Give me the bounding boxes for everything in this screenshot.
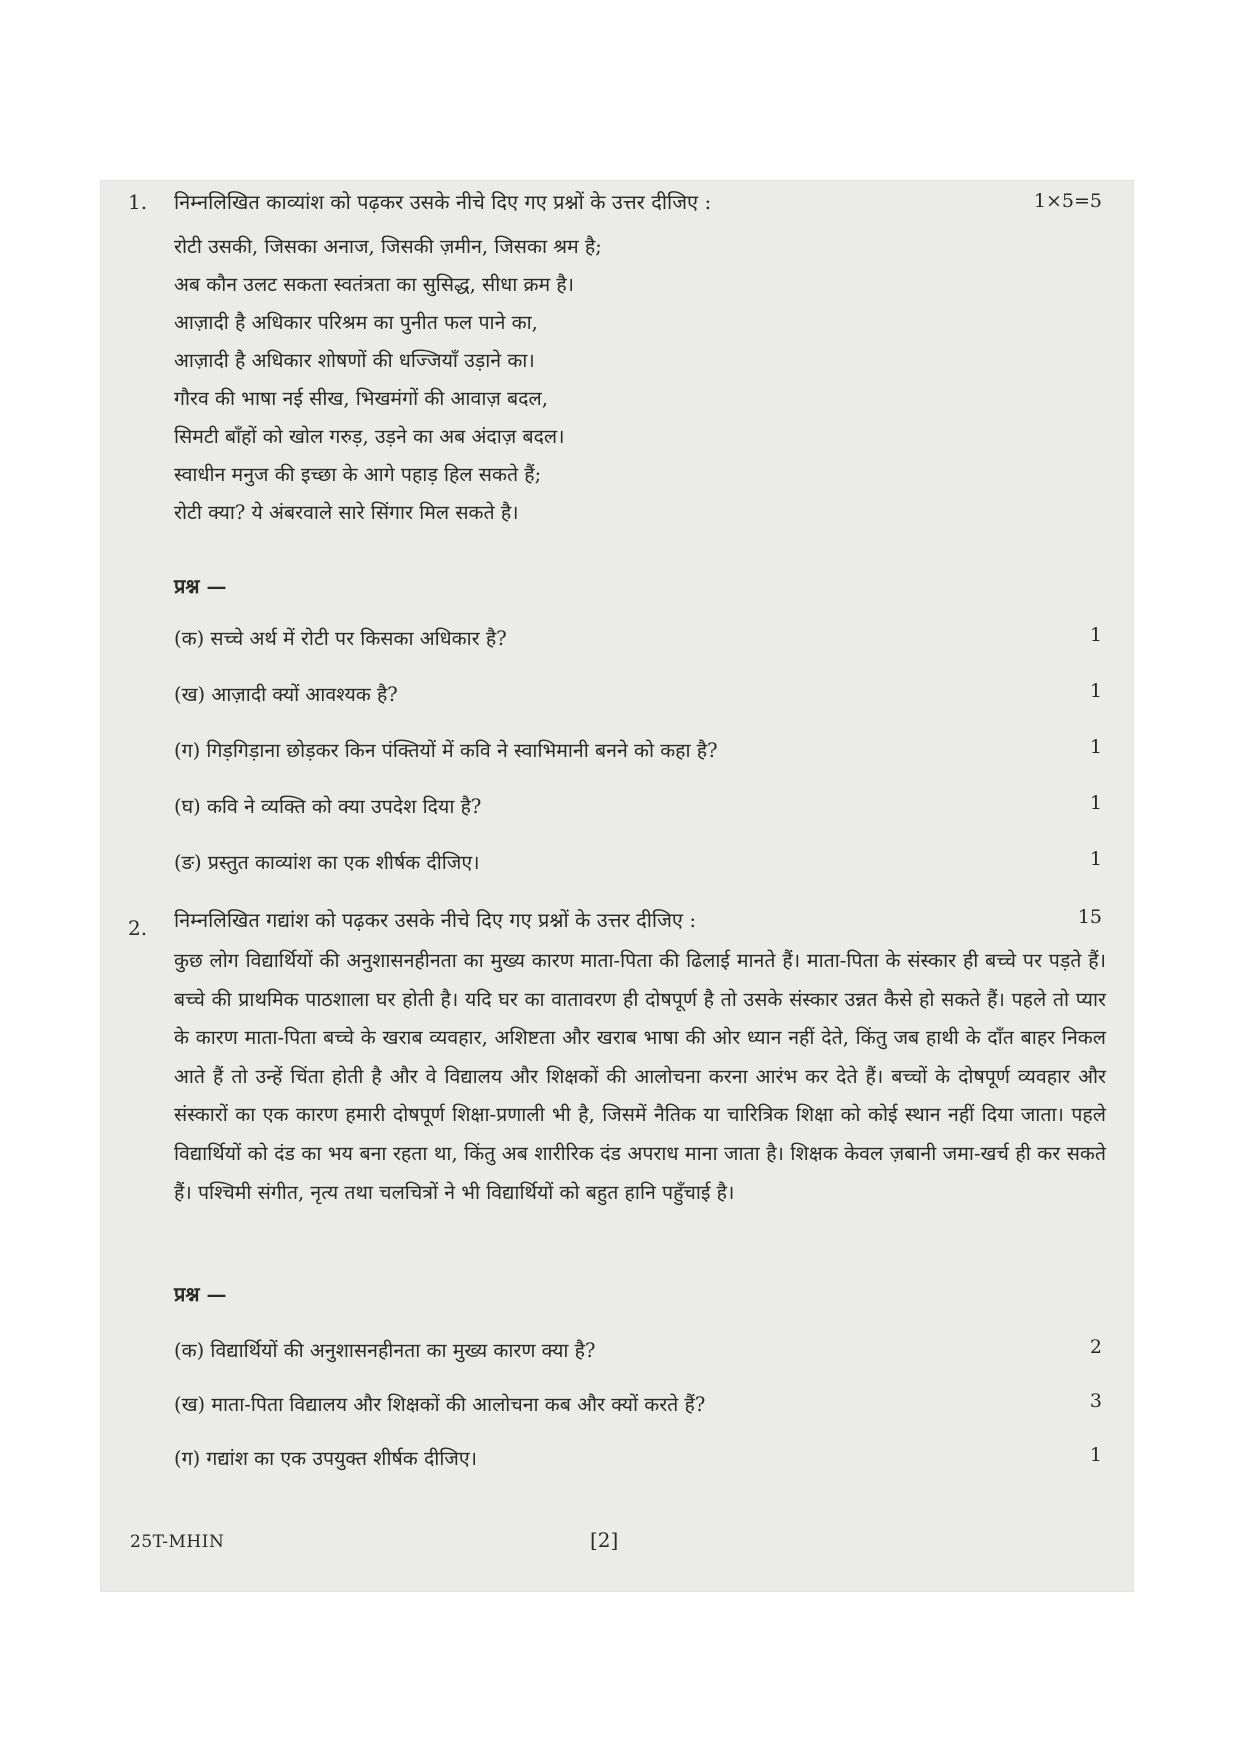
- poem-line: आज़ादी है अधिकार शोषणों की धज्जियाँ उड़ाने का।: [174, 349, 535, 372]
- q2-subquestion: (ग) गद्यांश का एक उपयुक्त शीर्षक दीजिए।: [174, 1447, 478, 1470]
- q1-subquestion-marks: 1: [1089, 680, 1102, 702]
- q2-subquestion-marks: 1: [1089, 1444, 1102, 1466]
- poem-line: रोटी उसकी, जिसका अनाज, जिसकी ज़मीन, जिसका श्रम है;: [174, 235, 602, 258]
- q2-marks: 15: [1077, 906, 1102, 928]
- q1-subquestion-marks: 1: [1089, 736, 1102, 758]
- q2-subquestion: (ख) माता-पिता विद्यालय और शिक्षकों की आलोचना कब और क्यों करते हैं?: [174, 1393, 706, 1416]
- q2-subquestion: (क) विद्यार्थियों की अनुशासनहीनता का मुख्य कारण क्या है?: [174, 1339, 596, 1362]
- poem-line: अब कौन उलट सकता स्वतंत्रता का सुसिद्ध, सीधा क्रम है।: [174, 273, 575, 296]
- q1-marks: 1×5=5: [1033, 190, 1102, 212]
- q1-subquestion-marks: 1: [1089, 848, 1102, 870]
- q1-number: 1.: [128, 190, 148, 214]
- q1-subquestion: (क) सच्चे अर्थ में रोटी पर किसका अधिकार है?: [174, 627, 507, 650]
- q1-instruction: निम्नलिखित काव्यांश को पढ़कर उसके नीचे दिए गए प्रश्नों के उत्तर दीजिए :: [174, 190, 712, 214]
- q1-subquestion: (ग) गिड़गिड़ाना छोड़कर किन पंक्तियों में कवि ने स्वाभिमानी बनने को कहा है?: [174, 739, 718, 762]
- paper-code: 25T-MHIN: [130, 1532, 225, 1552]
- poem-line: गौरव की भाषा नई सीख, भिखमंगों की आवाज़ बदल,: [174, 387, 548, 410]
- q1-subquestion: (घ) कवि ने व्यक्ति को क्या उपदेश दिया है?: [174, 795, 482, 818]
- poem-line: रोटी क्या? ये अंबरवाले सारे सिंगार मिल सकते है।: [174, 501, 519, 524]
- q1-subquestion: (ङ) प्रस्तुत काव्यांश का एक शीर्षक दीजिए।: [174, 851, 480, 874]
- exam-page: [100, 180, 1134, 1592]
- q1-prashna-label: प्रश्न —: [174, 574, 227, 598]
- poem-line: स्वाधीन मनुज की इच्छा के आगे पहाड़ हिल सकते हैं;: [174, 463, 542, 486]
- page-number: [2]: [590, 1528, 619, 1552]
- q2-subquestion-marks: 3: [1089, 1390, 1102, 1412]
- q1-subquestion: (ख) आज़ादी क्यों आवश्यक है?: [174, 683, 398, 706]
- poem-line: आज़ादी है अधिकार परिश्रम का पुनीत फल पाने का,: [174, 311, 538, 334]
- q1-subquestion-marks: 1: [1089, 792, 1102, 814]
- q2-number: 2.: [128, 916, 148, 940]
- q2-prashna-label: प्रश्न —: [174, 1282, 227, 1306]
- q2-subquestion-marks: 2: [1089, 1336, 1102, 1358]
- q2-instruction: निम्नलिखित गद्यांश को पढ़कर उसके नीचे दिए गए प्रश्नों के उत्तर दीजिए :: [174, 908, 697, 932]
- poem-line: सिमटी बाँहों को खोल गरुड़, उड़ने का अब अंदाज़ बदल।: [174, 425, 565, 448]
- q1-subquestion-marks: 1: [1089, 624, 1102, 646]
- q2-passage: कुछ लोग विद्यार्थियों की अनुशासनहीनता का मुख्य कारण माता-पिता की ढिलाई मानते हैं। माता-पिता के संस्कार ही बच्चे पर पड़ते हैं। बच्चे की प्राथमिक पाठशाला घर होती है। यदि घर का वातावरण ही दोषपूर्ण है तो उसके संस्कार उन्नत कैसे हो सकते हैं। पहले तो प्यार के कारण माता-पिता बच्चे के खराब व्यवहार, अशिष्टता और खराब भाषा की ओर ध्यान नहीं देते, किंतु जब हाथी के दाँत बाहर निकल आते हैं तो उन्हें चिंता होती है और वे विद्यालय और शिक्षकों की आलोचना करना आरंभ कर देते हैं। बच्चों के दोषपूर्ण व्यवहार और संस्कारों का एक कारण हमारी दोषपूर्ण शिक्षा-प्रणाली भी है, जिसमें नैतिक या चारित्रिक शिक्षा को कोई स्थान नहीं दिया जाता। पहले विद्यार्थियों को दंड का भय बना रहता था, किंतु अब शारीरिक दंड अपराध माना जाता है। शिक्षक केवल ज़बानी जमा-खर्च ही कर सकते हैं। पश्चिमी संगीत, नृत्य तथा चलचित्रों ने भी विद्यार्थियों को बहुत हानि पहुँचाई है।: [174, 949, 1106, 1204]
